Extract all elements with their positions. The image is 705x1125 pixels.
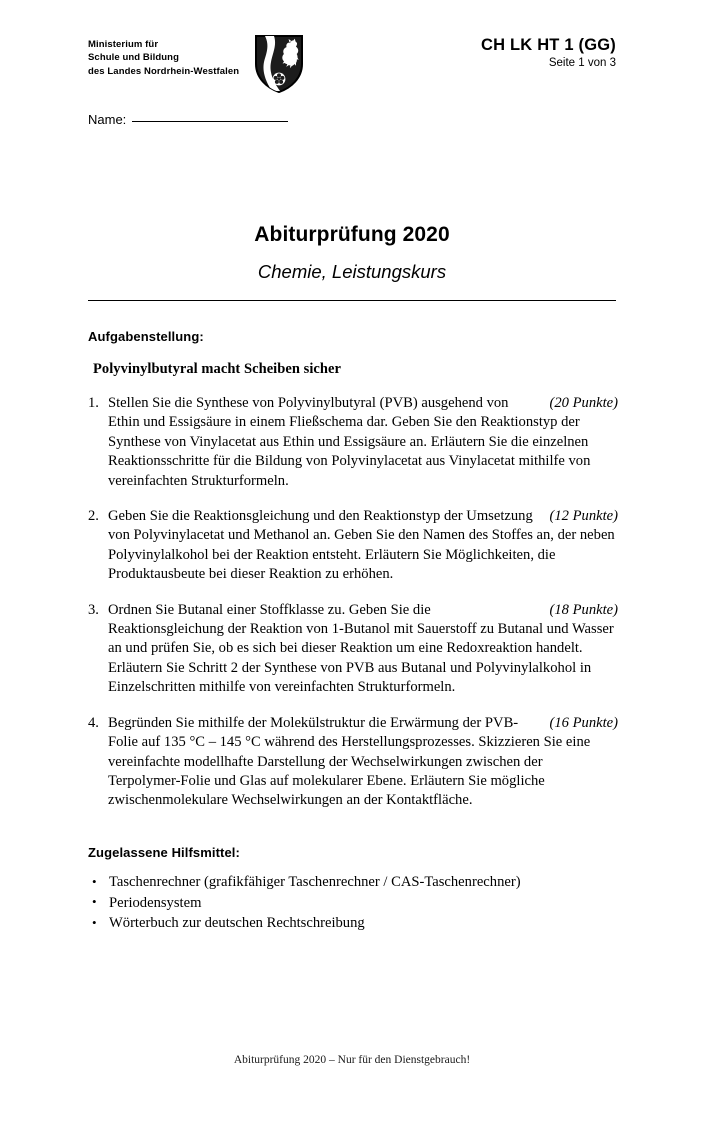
task-text: Stellen Sie die Synthese von Polyvinylbutyral (PVB) ausgehend von Ethin und Essigsäure in einem Fließschema dar. Geben Sie den Reaktionstyp der Synthese von Vinylacetat aus Ethin und Essigsäure an. Erläutern Sie die einzelnen Reaktionsschritte für die Bildung von Polyvinylacetat aus Vinylacetat mithilfe von vereinfachten Strukturformeln.: [108, 395, 591, 489]
permitted-aids-list: [88, 872, 618, 934]
list-item-label: Wörterbuch zur deutschen Rechtschreibung: [109, 915, 365, 931]
exam-identifier: [481, 36, 616, 71]
task-number: 2.: [88, 508, 99, 525]
task-points: (20 Punkte): [549, 395, 618, 411]
name-field-label: Name:: [88, 112, 127, 127]
bullet-icon: •: [92, 894, 97, 909]
task-item: [88, 601, 618, 698]
bullet-icon: •: [92, 914, 97, 930]
task-points: (16 Punkte): [549, 714, 618, 731]
task-body: [108, 507, 618, 585]
name-field[interactable]: [88, 112, 288, 127]
exam-code: CH LK HT 1 (GG): [481, 36, 616, 54]
task-item: [88, 507, 618, 585]
task-item: [88, 394, 618, 491]
bullet-icon: •: [92, 873, 97, 889]
task-number: 1.: [88, 395, 99, 411]
ministry-line-3: des Landes Nordrhein-Westfalen: [88, 65, 240, 77]
title-divider: [88, 300, 616, 301]
task-text: Ordnen Sie Butanal einer Stoffklasse zu. Geben Sie die Reaktionsgleichung der Reaktion von 1-Butanol mit Sauerstoff zu Butanal und Wasser an und prüfen Sie, ob es sich bei dieser Reaktion um eine Redoxreaktion handelt. Erläutern Sie Schritt 2 der Synthese von PVB aus Butanal und Polyvinylalkohol in Einzelschritten mithilfe von vereinfachten Strukturformeln.: [108, 601, 614, 696]
task-text: Geben Sie die Reaktionsgleichung und den Reaktionstyp der Umsetzung von Polyvinylacetat und Methanol an. Geben Sie den Namen des Stoffes an, der neben Polyvinylalkohol bei der Reaktion entsteht. Erläutern Sie Möglichkeiten, die Produktausbeute bei dieser Reaktion zu erhöhen.: [108, 508, 615, 583]
list-item: [88, 913, 618, 934]
document-title-block: [88, 222, 616, 284]
task-list: [88, 394, 618, 827]
list-item: [88, 872, 618, 893]
task-body: [108, 601, 618, 698]
list-item: [88, 893, 618, 914]
page-footer: Abiturprüfung 2020 – Nur für den Dienstgebrauch!: [233, 1054, 471, 1066]
task-body: [108, 714, 618, 811]
page-header: [88, 36, 616, 96]
page-subtitle: Chemie, Leistungskurs: [257, 261, 447, 282]
list-item-label: Periodensystem: [109, 894, 202, 911]
nrw-coat-of-arms-icon: [253, 34, 305, 94]
ministry-name: [88, 36, 239, 78]
task-text: Begründen Sie mithilfe der Molekülstruktur die Erwärmung der PVB-Folie auf 135 °C – 145 °C während des Herstellungsprozesses. Skizzieren Sie eine vereinfachte modellhafte Darstellung der Wechselwirkungen zwischen der Terpolymer-Folie und Glas auf molekularer Ebene. Erläutern Sie mögliche zwischenmolekulare Wechselwirkungen an der Kontaktfläche.: [108, 714, 591, 809]
list-item-label: Taschenrechner (grafikfähiger Taschenrechner / CAS-Taschenrechner): [109, 874, 521, 890]
task-points: (12 Punkte): [549, 508, 618, 525]
task-number: 3.: [88, 601, 99, 618]
assignment-heading: Aufgabenstellung:: [88, 329, 204, 344]
task-number: 4.: [88, 714, 99, 731]
name-field-input-rule[interactable]: [132, 120, 288, 122]
permitted-aids-heading: Zugelassene Hilfsmittel:: [88, 845, 240, 860]
ministry-line-2: Schule und Bildung: [88, 52, 179, 64]
assignment-topic-title: Polyvinylbutyral macht Scheiben sicher: [93, 361, 341, 377]
page-indicator: Seite 1 von 3: [548, 57, 616, 69]
task-points: (18 Punkte): [549, 601, 618, 618]
ministry-line-1: Ministerium für: [88, 39, 159, 50]
task-body: [108, 394, 618, 491]
task-item: [88, 714, 618, 811]
page-title: Abiturprüfung 2020: [254, 223, 450, 246]
